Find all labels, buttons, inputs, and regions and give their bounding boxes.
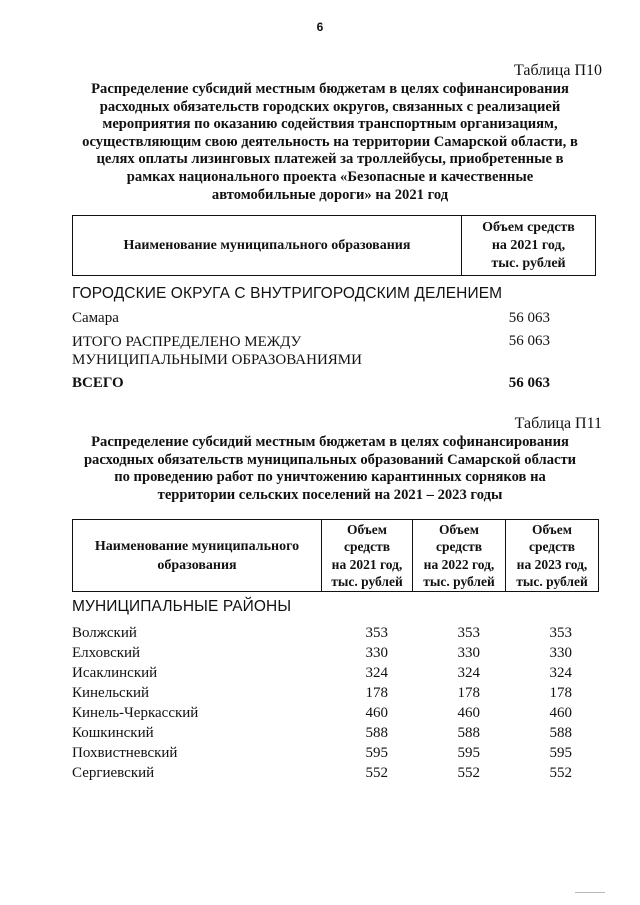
table-cell-2021: 178 <box>365 685 388 701</box>
table11-col-name: Наименование муниципального образования <box>73 520 322 592</box>
table-row-name: Самара <box>72 310 119 326</box>
table-cell-2021: 324 <box>365 665 388 681</box>
table-row-name: Волжский <box>72 625 137 641</box>
table10-header <box>72 215 596 276</box>
table-cell-2022: 460 <box>457 705 480 721</box>
table-cell-2023: 324 <box>549 665 572 681</box>
table-row-name: Кинель-Черкасский <box>72 705 199 721</box>
table-cell-2022: 595 <box>457 745 480 761</box>
table-cell-2023: 595 <box>549 745 572 761</box>
table11-col-2023: Объем средств на 2023 год, тыс. рублей <box>506 520 599 592</box>
table-cell-2021: 353 <box>365 625 388 641</box>
table10-title: Распределение субсидий местным бюджетам в целях софинансирования расходных обязательств городских округов, связанных с реализацией мероприятия по оказанию содействия транспортным организациям, осуществляющим свою деятельность на территории Самарской области, в целях оплаты лизинговых платежей за троллейбусы, приобретенные в рамках национального проекта «Безопасные и качественные автомобильные дороги» на 2021 год <box>82 81 578 203</box>
table-row-name: Кошкинский <box>72 725 154 741</box>
table11-header <box>72 519 599 592</box>
table-row-value: 56 063 <box>508 310 550 326</box>
table10-col-volume: Объем средств на 2021 год, тыс. рублей <box>462 216 596 276</box>
table-cell-2023: 460 <box>549 705 572 721</box>
table-row-name: Елховский <box>72 645 141 661</box>
table10-label: Таблица П10 <box>514 62 602 79</box>
table-row-name: Кинельский <box>72 685 150 701</box>
table10-section: ГОРОДСКИЕ ОКРУГА С ВНУТРИГОРОДСКИМ ДЕЛЕНИЕМ <box>72 285 503 302</box>
page-number: 6 <box>316 20 324 34</box>
table11-title: Распределение субсидий местным бюджетам в целях софинансирования расходных обязательств муниципальных образований Самарской области по проведению работ по уничтожению карантинных сорняков на территории сельских поселений на 2021 – 2023 годы <box>83 434 577 503</box>
table-cell-2023: 552 <box>549 765 572 781</box>
table11-label: Таблица П11 <box>514 415 602 432</box>
table-cell-2023: 178 <box>549 685 572 701</box>
table-cell-2022: 552 <box>457 765 480 781</box>
table10-col-name: Наименование муниципального образования <box>73 216 462 276</box>
table-cell-2021: 552 <box>365 765 388 781</box>
table-cell-2022: 588 <box>457 725 480 741</box>
table-cell-2021: 460 <box>365 705 388 721</box>
table10-subtotal-label: ИТОГО РАСПРЕДЕЛЕНО МЕЖДУ МУНИЦИПАЛЬНЫМИ ОБРАЗОВАНИЯМИ <box>72 334 362 368</box>
table10-total-value: 56 063 <box>508 375 550 391</box>
table-cell-2023: 588 <box>549 725 572 741</box>
table11-col-2022: Объем средств на 2022 год, тыс. рублей <box>413 520 506 592</box>
table-cell-2022: 178 <box>457 685 480 701</box>
table11-col-2021: Объем средств на 2021 год, тыс. рублей <box>322 520 413 592</box>
table11-section: МУНИЦИПАЛЬНЫЕ РАЙОНЫ <box>72 598 292 615</box>
table-cell-2022: 324 <box>457 665 480 681</box>
table-cell-2021: 330 <box>365 645 388 661</box>
table-cell-2022: 353 <box>457 625 480 641</box>
table-row-name: Похвистневский <box>72 745 178 761</box>
table-cell-2021: 588 <box>365 725 388 741</box>
table-cell-2023: 353 <box>549 625 572 641</box>
table-cell-2021: 595 <box>365 745 388 761</box>
table10-subtotal-value: 56 063 <box>508 333 550 349</box>
table-row-name: Исаклинский <box>72 665 158 681</box>
table10-total-label: ВСЕГО <box>72 375 124 391</box>
table-row-name: Сергиевский <box>72 765 155 781</box>
table-cell-2023: 330 <box>549 645 572 661</box>
table-cell-2022: 330 <box>457 645 480 661</box>
scan-mark <box>575 892 605 893</box>
